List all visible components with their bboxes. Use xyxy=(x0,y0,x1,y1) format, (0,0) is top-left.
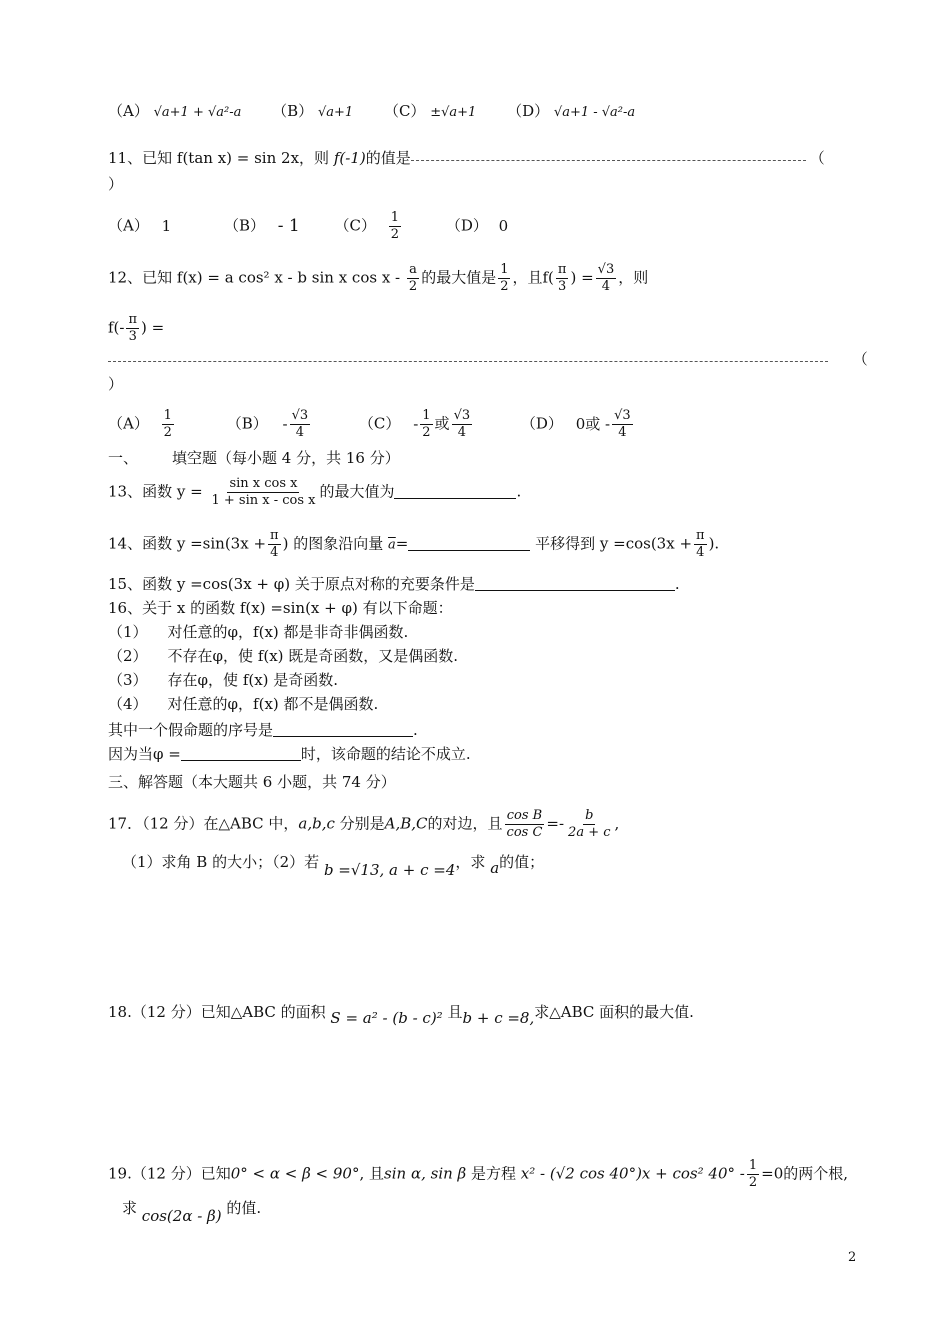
q17-subquestions: （1）求角 B 的大小；（2）若 b =√13, a + c =4，求 a的值； xyxy=(122,853,545,879)
fraction: $\frac{\pi}{3}$ xyxy=(557,262,567,294)
q12-leader: （ xyxy=(108,349,868,369)
q11-options: （A） 1 （B） - 1 （C） $\frac{1}{2}$ （D） 0 xyxy=(108,210,509,242)
answer-leader xyxy=(411,150,806,161)
q12-ask: f(- $\frac{\pi}{3}$ ) = xyxy=(108,312,165,344)
q13: 13、函数 y = $\frac{\text{sin x cos x}}{\text{1 + sin x - cos x}}$ 的最大值为 . xyxy=(108,476,522,508)
q12-stem: 12、已知 f(x) = a cos² x - b sin x cos x - $\frac{a}{2}$ 的最大值是 $\frac{1}{2}$ ，且f( $\frac{\pi}{3}$ ) = $\frac{√3}{4}$ ，则 xyxy=(108,262,649,294)
fraction: $\frac{\pi}{4}$ xyxy=(270,528,279,560)
answer-blank[interactable] xyxy=(394,483,516,499)
fraction: $\frac{\pi}{3}$ xyxy=(128,312,138,344)
fraction: $\frac{\text{cos B}}{\text{cos C}}$ xyxy=(506,808,543,840)
section-fill-in-heading: 一、 填空题（每小题 4 分，共 16 分） xyxy=(108,449,400,467)
q12-options: （A） $\frac{1}{2}$ （B） - $\frac{√3}{4}$ （C） - $\frac{1}{2}$ 或 $\frac{√3}{4}$ （D） 0或 - $\frac{√3}{4}$ xyxy=(108,408,631,440)
answer-blank[interactable] xyxy=(273,721,413,737)
list-item: （3） 存在φ，使 f(x) 是奇函数. xyxy=(108,671,339,689)
q12-paren-close: ） xyxy=(108,375,124,393)
q10-option-b: √a+1 xyxy=(317,105,354,120)
q15: 15、函数 y =cos(3x + φ) 关于原点对称的充要条件是 . xyxy=(108,575,680,593)
fraction: $\frac{√3}{4}$ xyxy=(614,408,631,440)
q11-paren-close: ） xyxy=(108,175,124,193)
q18: 18.（12 分）已知△ABC 的面积 S = a² - (b - c)² 且b + c =8,求△ABC 面积的最大值. xyxy=(108,1003,694,1027)
q16-because: 因为当φ = 时，该命题的结论不成立. xyxy=(108,745,471,763)
fraction: $\frac{a}{2}$ xyxy=(408,262,418,294)
q11-stem: 11、已知 f(tan x) = sin 2x，则 f(-1)的值是 （ xyxy=(108,149,825,167)
q19-ask: 求 cos(2α - β) 的值. xyxy=(122,1199,262,1225)
list-item: （2） 不存在φ，使 f(x) 既是奇函数，又是偶函数. xyxy=(108,647,459,665)
fraction: $\frac{1}{2}$ xyxy=(748,1158,758,1190)
list-item: （4） 对任意的φ，f(x) 都不是偶函数. xyxy=(108,695,379,713)
fraction: $\frac{√3}{4}$ xyxy=(597,262,615,294)
answer-blank[interactable] xyxy=(475,575,675,591)
page-number: 2 xyxy=(848,1250,857,1265)
q10-options: （A） √a+1 + √a²-a （B） √a+1 （C） ±√a+1 （D） √a+1 - √a²-a xyxy=(108,102,636,120)
q14: 14、函数 y =sin(3x + $\frac{\pi}{4}$ ) 的图象沿向量 $\overline{a}=$ 平移得到 y =cos(3x + $\frac{\pi}{4}$ ). xyxy=(108,528,720,560)
fraction: $\frac{1}{2}$ xyxy=(500,262,509,294)
q10-option-c: ±√a+1 xyxy=(430,105,477,120)
fraction: $\frac{1}{2}$ xyxy=(163,408,172,440)
q10-option-d: √a+1 - √a²-a xyxy=(553,105,636,120)
fraction: $\frac{1}{2}$ xyxy=(390,210,400,242)
fraction: $\frac{\pi}{4}$ xyxy=(696,528,705,560)
fraction: $\frac{\text{sin x cos x}}{\text{1 + sin x - cos x}}$ xyxy=(211,476,316,508)
q17-stem: 17．（12 分）在△ABC 中，a,b,c 分别是A,B,C的对边，且 $\frac{\text{cos B}}{\text{cos C}}$ =- $\frac{b}{2a + c}$ , xyxy=(108,808,620,840)
q19-stem: 19.（12 分）已知0° < α < β < 90°, 且sin α, sin β 是方程 x² - (√2 cos 40°)x + cos² 40° - $\frac{1}{2}$ =0的两个根, xyxy=(108,1158,849,1190)
answer-blank[interactable] xyxy=(181,745,301,761)
vector-a: $\overline{a}$ xyxy=(387,537,396,553)
answer-blank[interactable] xyxy=(408,535,530,551)
list-item: （1） 对任意的φ，f(x) 都是非奇非偶函数. xyxy=(108,623,409,641)
q16-stem: 16、关于 x 的函数 f(x) =sin(x + φ) 有以下命题： xyxy=(108,599,453,617)
answer-leader xyxy=(108,351,828,362)
fraction: $\frac{b}{2a + c}$ xyxy=(568,808,611,840)
fraction: $\frac{1}{2}$ xyxy=(422,408,431,440)
q16-false-prop: 其中一个假命题的序号是 . xyxy=(108,721,418,739)
q10-option-a: √a+1 + √a²-a xyxy=(153,105,242,120)
fraction: $\frac{√3}{4}$ xyxy=(291,408,309,440)
section-solutions-heading: 三、解答题（本大题共 6 小题，共 74 分） xyxy=(108,773,396,791)
fraction: $\frac{√3}{4}$ xyxy=(453,408,471,440)
